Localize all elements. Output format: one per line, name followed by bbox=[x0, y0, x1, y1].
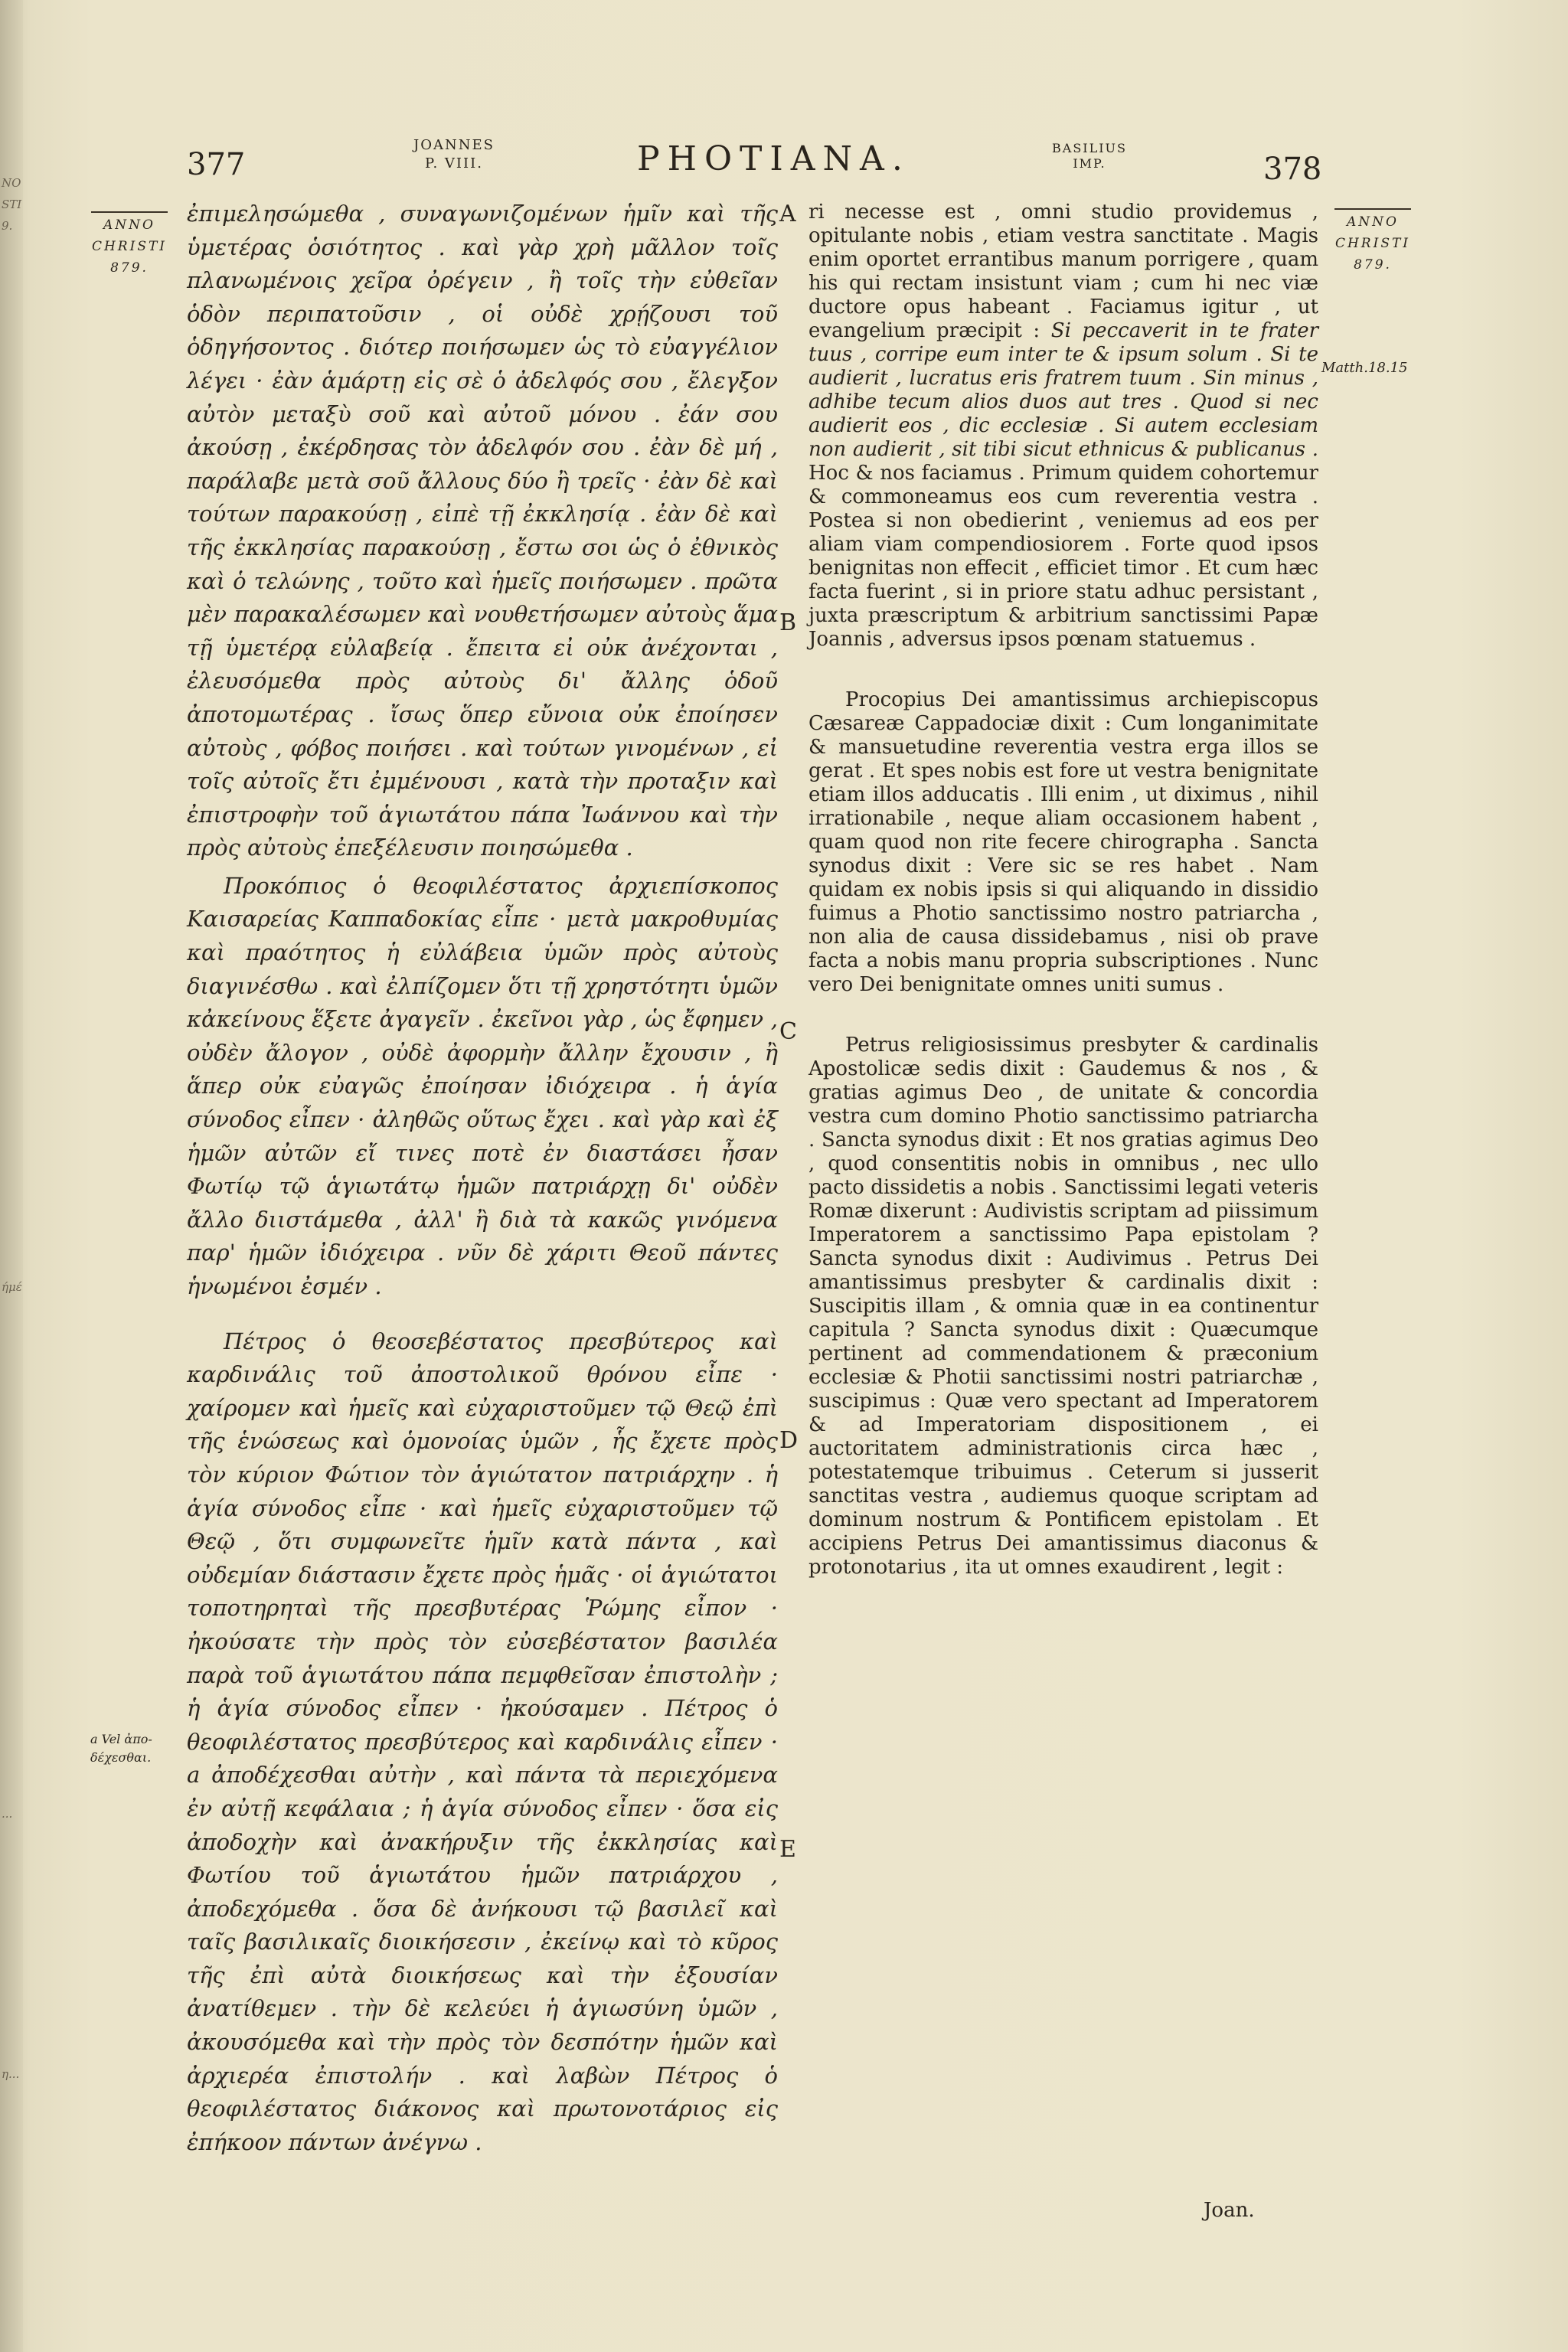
left-running-head-top: JOANNES bbox=[413, 137, 495, 153]
gutter-note: η... bbox=[2, 2067, 20, 2081]
christi-word: CHRISTI bbox=[1334, 236, 1411, 251]
latin-paragraph: Procopius Dei amantissimus archiepiscopus Cæsareæ Cappadociæ dixit : Cum longanimitate & mansuetudine reverentia vestra erga illos se gerat . Et spes nobis est fore ut vestra benignitate etiam illos adducatis . Illi enim , ut diximus , nihil irrationabile , neque aliam occasionem habent , quam quod non rite fecere chirographa . Sancta synodus dixit : Vere sic se res habet . Nam quidam ex nobis ipsis si qui aliquando in dissidio fuimus a Photio sanctissimo nostro patriarcha , non alia de causa dissidebamus , nisi ob prave facta a nobis manu propria subscriptiones . Nunc vero Dei benignitate omnes uniti sumus . bbox=[808, 688, 1318, 996]
latin-scripture-quote: Si peccaverit in te frater tuus , corripe eum inter te & ipsum solum . Si te audierit , lucratus eris fratrem tuum . Sin minus , adhibe tecum alios duos aut tres . Quod si nec audierit eos , dic ecclesiæ . Si autem ecclesiam non audierit , sit tibi sicut ethnicus & publicanus . bbox=[808, 319, 1319, 461]
anno-christi-right bbox=[1331, 208, 1415, 276]
greek-paragraph: ἐπιμελησώμεθα , συναγωνιζομένων ἡμῖν καὶ τῆς ὑμετέρας ὁσιότητος . καὶ γὰρ χρὴ μᾶλλον τοῖς πλανωμένοις χεῖρα ὀρέγειν , ἢ τοῖς τὴν εὐθεῖαν ὁδὸν περιπατοῦσιν , οἱ οὐδὲ χρῄζουσι τοῦ ὁδηγήσοντος . διότερ ποιήσωμεν ὡς τὸ εὐαγγέλιον λέγει · ἐὰν ἁμάρτῃ εἰς σὲ ὁ ἀδελφός σου , ἔλεγξον αὐτὸν μεταξὺ σοῦ καὶ αὐτοῦ μόνου . ἐάν σου ἀκούσῃ , ἐκέρδησας τὸν ἀδελφόν σου . ἐὰν δὲ μή , παράλαβε μετὰ σοῦ ἄλλους δύο ἢ τρεῖς · ἐὰν δὲ καὶ τούτων παρακούσῃ , εἰπὲ τῇ ἐκκλησίᾳ . ἐὰν δὲ καὶ τῆς ἐκκλησίας παρακούσῃ , ἔστω σοι ὡς ὁ ἐθνικὸς καὶ ὁ τελώνης , τοῦτο καὶ ἡμεῖς ποιήσωμεν . πρῶτα μὲν παρακαλέσωμεν καὶ νουθετήσωμεν αὐτοὺς ἅμα τῇ ὑμετέρᾳ εὐλαβείᾳ . ἔπειτα εἰ οὐκ ἀνέχονται , ἐλευσόμεθα πρὸς αὐτοὺς δι' ἄλλης ὁδοῦ ἀποτομωτέρας . ἴσως ὅπερ εὔνοια οὐκ ἐποίησεν αὐτοὺς , φόβος ποιήσει . καὶ τούτων γινομένων , εἰ τοῖς αὐτοῖς ἔτι ἐμμένουσι , κατὰ τὴν προταξιν καὶ ἐπιστροφὴν τοῦ ἁγιωτάτου πάπα Ἰωάννου καὶ τὴν πρὸς αὐτοὺς ἐπεξέλευσιν ποιησώμεθα . bbox=[187, 201, 778, 861]
latin-text: ri necesse est , omni studio providemus , opitulante nobis , etiam vestra sanctitate . Magis enim oportet errantibus manum porrigere , quam his qui rectam insistunt viam ; cum hi nec viæ ductore opus habeant . Faciamus igitur , ut evangelium præcipit : bbox=[808, 201, 1318, 342]
binding-gutter bbox=[0, 0, 23, 2352]
greek-column bbox=[187, 198, 778, 2159]
gutter-note: STI bbox=[2, 198, 22, 211]
anno-christi-left bbox=[87, 211, 172, 279]
right-running-head-bottom: IMP. bbox=[1073, 156, 1106, 171]
anno-word: ANNO bbox=[103, 217, 155, 233]
greek-paragraph: Πέτρος ὁ θεοσεβέστατος πρεσβύτερος καὶ καρδινάλις τοῦ ἀποστολικοῦ θρόνου εἶπε · χαίρομεν καὶ ἡμεῖς καὶ εὐχαριστοῦμεν τῷ Θεῷ ἐπὶ τῆς ἑνώσεως καὶ ὁμονοίας ὑμῶν , ἧς ἔχετε πρὸς τὸν κύριον Φώτιον τὸν ἁγιώτατον πατριάρχην . ἡ ἁγία σύνοδος εἶπε · καὶ ἡμεῖς εὐχαριστοῦμεν τῷ Θεῷ , ὅτι συμφωνεῖτε ἡμῖν κατὰ πάντα , καὶ οὐδεμίαν διάστασιν ἔχετε πρὸς ἡμᾶς · οἱ ἁγιώτατοι τοποτηρηταὶ τῆς πρεσβυτέρας Ῥώμης εἶπον · ἠκούσατε τὴν πρὸς τὸν εὐσεβέστατον βασιλέα παρὰ τοῦ ἁγιωτάτου πάπα πεμφθεῖσαν ἐπιστολὴν ; ἡ ἁγία σύνοδος εἶπεν · ἠκούσαμεν . Πέτρος ὁ θεοφιλέστατος πρεσβύτερος καὶ καρδινάλις εἶπεν · a ἀποδέχεσθαι αὐτὴν , καὶ πάντα τὰ περιεχόμενα ἐν αὐτῇ κεφάλαια ; ἡ ἁγία σύνοδος εἶπεν · ὅσα εἰς ἀποδοχὴν καὶ ἀνακήρυξιν τῆς ἐκκλησίας καὶ Φωτίου τοῦ ἁγιωτάτου ἡμῶν πατριάρχου , ἀποδεχόμεθα . ὅσα δὲ ἀνήκουσι τῷ βασιλεῖ καὶ ταῖς βασιλικαῖς διοικήσεσιν , ἐκείνῳ καὶ τὸ κῦρος τῆς ἐπὶ αὐτὰ διοικήσεως καὶ τὴν ἐξουσίαν ἀνατίθεμεν . τὴν δὲ κελεύει ἡ ἁγιωσύνη ὑμῶν , ἀκουσόμεθα καὶ τὴν πρὸς τὸν δεσπότην ἡμῶν καὶ ἀρχιερέα ἐπιστολήν . καὶ λαβὼν Πέτρος ὁ θεοφιλέστατος διάκονος καὶ πρωτονοτάριος εἰς ἐπήκοον πάντων ἀνέγνω . bbox=[187, 1328, 778, 2155]
gutter-note: NO bbox=[2, 176, 21, 190]
catchword: Joan. bbox=[1204, 2199, 1255, 2222]
right-running-head bbox=[1052, 141, 1127, 172]
gutter-note: ... bbox=[2, 1807, 13, 1821]
rule bbox=[1334, 208, 1411, 210]
anno-word: ANNO bbox=[1347, 214, 1399, 230]
section-letter-c: C bbox=[779, 1018, 797, 1045]
left-running-head-bottom: P. VIII. bbox=[424, 155, 483, 172]
right-running-head-top: BASILIUS bbox=[1052, 141, 1127, 155]
latin-text: Hoc & nos faciamus . Primum quidem cohortemur & commoneamus eos cum reverentia vestra . Postea si non obedierint , veniemus ad eos per aliam viam compendiosiorem . Forte quod ipsos benignitas non effecit , efficiet timor . Et cum hæc facta fuerint , si in priore statu adhuc persistant , juxta præscriptum & arbitrium sanctissimi Papæ Joannis , adversus ipsos pœnam statuemus . bbox=[808, 462, 1318, 651]
right-page-number: 378 bbox=[1263, 152, 1322, 187]
year: 879. bbox=[1354, 257, 1392, 273]
left-page-number: 377 bbox=[187, 147, 246, 182]
section-letter-b: B bbox=[779, 609, 797, 636]
rule bbox=[91, 211, 168, 213]
marginal-note: a Vel ἀπο-δέχεσθαι. bbox=[90, 1732, 152, 1765]
christi-word: CHRISTI bbox=[91, 239, 168, 254]
section-letter-d: D bbox=[779, 1427, 799, 1454]
section-letter-a: A bbox=[779, 201, 796, 227]
gutter-note: 9. bbox=[2, 219, 13, 233]
latin-column bbox=[808, 201, 1318, 1579]
gutter-note: ήμέ bbox=[2, 1280, 22, 1294]
page-title: PHOTIANA. bbox=[637, 139, 910, 178]
scripture-reference: Matth.18.15 bbox=[1321, 360, 1408, 376]
left-running-head bbox=[413, 136, 495, 173]
greek-paragraph: Προκόπιος ὁ θεοφιλέστατος ἀρχιεπίσκοπος Καισαρείας Καππαδοκίας εἶπε · μετὰ μακροθυμίας καὶ πραότητος ἡ εὐλάβεια ὑμῶν πρὸς αὐτοὺς διαγινέσθω . καὶ ἐλπίζομεν ὅτι τῇ χρηστότητι ὑμῶν κἀκείνους ἕξετε ἀγαγεῖν . ἐκεῖνοι γὰρ , ὡς ἔφημεν , οὐδὲν ἄλογον , οὐδὲ ἀφορμὴν ἄλλην ἔχουσιν , ἢ ἅπερ οὐκ εὐαγῶς ἐποίησαν ἰδιόχειρα . ἡ ἁγία σύνοδος εἶπεν · ἀληθῶς οὕτως ἔχει . καὶ γὰρ καὶ ἐξ ἡμῶν αὐτῶν εἴ τινες ποτὲ ἐν διαστάσει ἦσαν Φωτίῳ τῷ ἁγιωτάτῳ ἡμῶν πατριάρχῃ δι' οὐδὲν ἄλλο διιστάμεθα , ἀλλ' ἢ διὰ τὰ κακῶς γινόμενα παρ' ἡμῶν ἰδιόχειρα . νῦν δὲ χάριτι Θεοῦ πάντες ἡνωμένοι ἐσμέν . bbox=[187, 872, 778, 1299]
latin-paragraph: Petrus religiosissimus presbyter & cardinalis Apostolicæ sedis dixit : Gaudemus & nos , & gratias agimus Deo , de unitate & concordia vestra cum domino Photio sanctissimo patriarcha . Sancta synodus dixit : Et nos gratias agimus Deo , quod consentitis nobis in omnibus , nec ullo pacto dissidetis a nobis . Sanctissimi legati veteris Romæ dixerunt : Audivistis scriptam ad piissimum Imperatorem a sanctissimo Papa epistolam ? Sancta synodus dixit : Audivimus . Petrus Dei amantissimus presbyter & cardinalis dixit : Suscipitis illam , & omnia quæ in ea continentur capitula ? Sancta synodus dixit : Quæcumque pertinent ad commendationem & præconium ecclesiæ & Photii sanctissimi nostri patriarchæ , suscipimus : Quæ vero spectant ad Imperatorem & ad Imperatoriam dispositionem , ei auctoritatem administrationis circa hæc , potestatemque tribuimus . Ceterum si jusserit sanctitas vestra , audiemus quoque scriptam ad dominum nostrum & Pontificem epistolam . Et accipiens Petrus Dei amantissimus diaconus & protonotarius , ita ut omnes exaudirent , legit : bbox=[808, 1034, 1318, 1579]
section-letter-e: E bbox=[779, 1836, 796, 1863]
latin-paragraph bbox=[808, 201, 1318, 652]
year: 879. bbox=[110, 260, 149, 276]
